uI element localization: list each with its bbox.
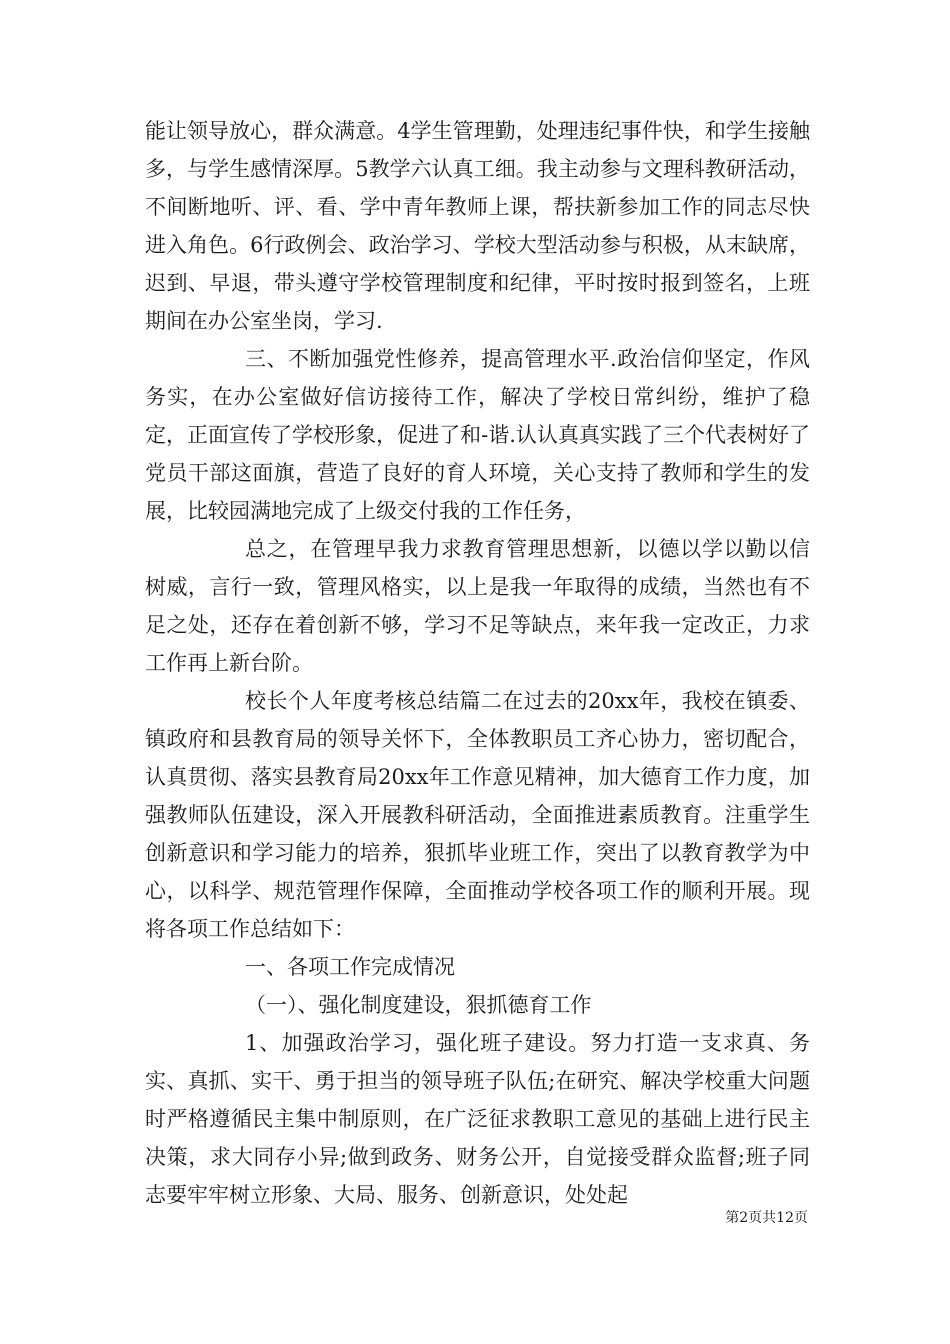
heading-section-one: 一、各项工作完成情况: [245, 955, 455, 979]
paragraph-article-two-intro: 校长个人年度考核总结篇二在过去的20xx年，我校在镇委、镇政府和县教育局的领导关怀下，全体教职员工齐心协力，密切配合，认真贯彻、落实县教育局20xx年工作意见精神，加大德育工作力度，加强教师队伍建设，深入开展教科研活动，全面推进素质教育。注重学生创新意识和学习能力的培养，狠抓毕业班工作，突出了以教育教学为中心，以科学、规范管理作保障，全面推动学校各项工作的顺利开展。现将各项工作总结如下：: [145, 689, 810, 941]
paragraph-item-one: 1、加强政治学习，强化班子建设。努力打造一支求真、务实、真抓、实干、勇于担当的领导班子队伍;在研究、解决学校重大问题时严格遵循民主集中制原则，在广泛征求教职工意见的基础上进行民主决策，求大同存小异;做到政务、财务公开，自觉接受群众监督;班子同志要牢牢树立形象、大局、服务、创新意识，处处起: [145, 1031, 810, 1207]
paragraph-continuation: 能让领导放心，群众满意。4学生管理勤，处理违纪事件快，和学生接触多，与学生感情深厚。5教学六认真工细。我主动参与文理科教研活动，不间断地听、评、看、学中青年教师上课，帮扶新参加工作的同志尽快进入角色。6行政例会、政治学习、学校大型活动参与积极，从末缺席，迟到、早退，带头遵守学校管理制度和纪律，平时按时报到签名，上班期间在办公室坐岗，学习.: [145, 119, 810, 333]
page-number-footer: 第2页共12页: [725, 1210, 808, 1226]
paragraph-conclusion: 总之，在管理早我力求教育管理思想新，以德以学以勤以信树威，言行一致，管理风格实，以上是我一年取得的成绩，当然也有不足之处，还存在着创新不够，学习不足等缺点，来年我一定改正，力求工作再上新台阶。: [145, 537, 810, 675]
heading-subsection-one: （一）、强化制度建设，狠抓德育工作: [245, 993, 592, 1017]
paragraph-section-three: 三、不断加强党性修养，提高管理水平.政治信仰坚定，作风务实，在办公室做好信访接待工作，解决了学校日常纠纷，维护了稳定，正面宣传了学校形象，促进了和-谐.认认真真实践了三个代表树好了党员干部这面旗，营造了良好的育人环境，关心支持了教师和学生的发展，比较园满地完成了上级交付我的工作任务，: [145, 347, 810, 523]
document-body: [145, 112, 810, 1214]
